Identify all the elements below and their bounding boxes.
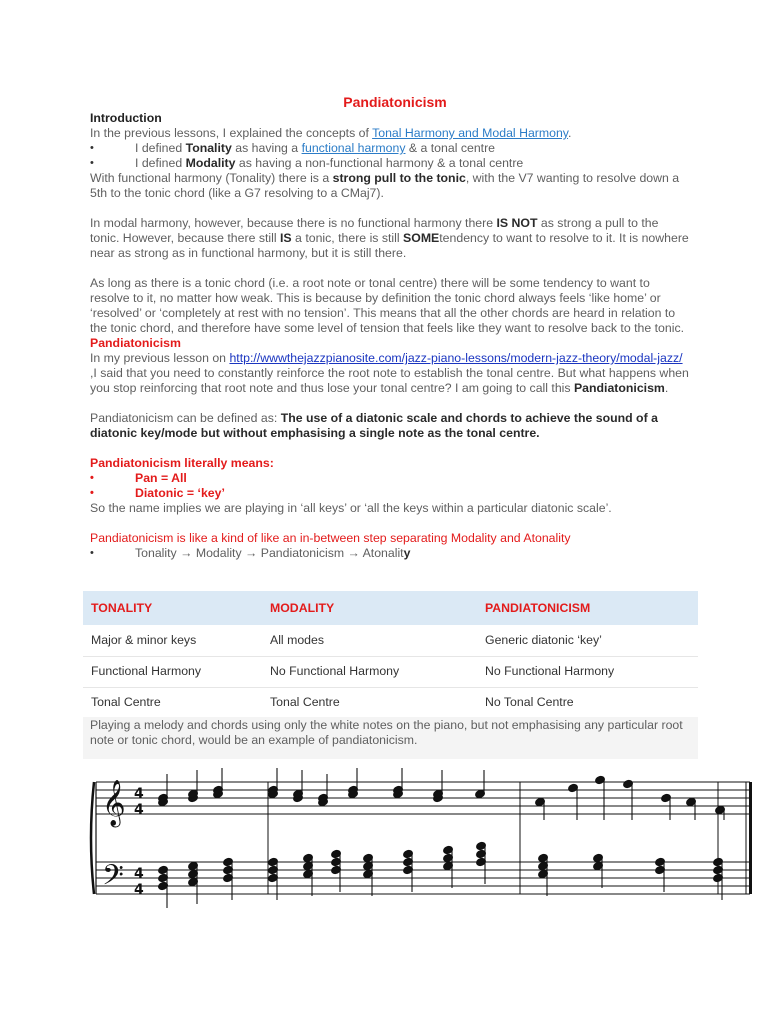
table-header: PANDIATONICISM xyxy=(477,591,698,625)
table-cell: No Tonal Centre xyxy=(477,687,698,718)
progression-bullet: • Tonality → Modality → Pandiatonicism → Atonality xyxy=(90,546,690,561)
literal-meaning-heading: Pandiatonicism literally means: xyxy=(90,456,274,470)
article xyxy=(90,94,690,561)
tonal-modal-harmony-link[interactable]: Tonal Harmony and Modal Harmony xyxy=(372,126,569,140)
modal-jazz-lesson-link[interactable]: http://wwwthejazzpianosite.com/jazz-piano-lessons/modern-jazz-theory/modal-jazz/ xyxy=(229,351,683,365)
time-signature-bottom: 4 xyxy=(134,882,144,898)
table-cell: No Functional Harmony xyxy=(477,656,698,687)
intro-heading: Introduction xyxy=(90,111,162,125)
table-cell: All modes xyxy=(262,625,477,656)
table-row xyxy=(83,625,698,656)
page-title: Pandiatonicism xyxy=(343,94,447,110)
pandiatonicism-paragraph-1: In my previous lesson on http://wwwthejazzpianosite.com/jazz-piano-lessons/modern-jazz-theory/modal-jazz/ ,I said that you need to constantly reinforce the root note to establish the tonal centre. But what happens when you stop reinforcing that root note and thus lose your tonal centre? I am going to call this Pandiatonicism. xyxy=(90,351,689,395)
in-between-paragraph: Pandiatonicism is like a kind of like an in-between step separating Modality and Atonality xyxy=(90,531,571,545)
grand-staff-brace xyxy=(91,782,94,894)
time-signature-bottom: 4 xyxy=(134,802,144,818)
table-cell: Major & minor keys xyxy=(83,625,262,656)
table-cell: Tonal Centre xyxy=(83,687,262,718)
table-cell: Functional Harmony xyxy=(83,656,262,687)
pandiatonicism-heading: Pandiatonicism xyxy=(90,336,181,350)
intro-paragraph-1: In the previous lessons, I explained the concepts of Tonal Harmony and Modal Harmony. xyxy=(90,126,572,140)
table-header-row xyxy=(83,591,698,625)
table-row xyxy=(83,687,698,718)
functional-harmony-link[interactable]: functional harmony xyxy=(301,141,406,155)
intro-bullet-modality: • I defined Modality as having a non-functional harmony & a tonal centre xyxy=(90,156,690,171)
definition-paragraph: Pandiatonicism can be defined as: The use of a diatonic scale and chords to achieve the sound of a diatonic key/mode but without emphasising a single note as the tonal centre. xyxy=(90,411,658,440)
literal-bullet-pan: • Pan = All xyxy=(90,471,690,486)
table-row xyxy=(83,656,698,687)
bass-clef-icon: 𝄢 xyxy=(102,859,124,899)
intro-paragraph-2: With functional harmony (Tonality) there is a strong pull to the tonic, with the V7 wanting to resolve down a 5th to the tonic chord (like a G7 resolving to a CMaj7). xyxy=(90,171,680,200)
time-signature-top: 4 xyxy=(134,786,144,802)
table-header: TONALITY xyxy=(83,591,262,625)
table-header: MODALITY xyxy=(262,591,477,625)
name-implies-paragraph: So the name implies we are playing in ‘all keys’ or ‘all the keys within a particular diatonic scale’. xyxy=(90,501,612,515)
table-cell: Generic diatonic ‘key’ xyxy=(477,625,698,656)
comparison-table xyxy=(83,591,698,719)
time-signature-top: 4 xyxy=(134,866,144,882)
treble-clef-icon: 𝄞 xyxy=(102,780,126,826)
intro-paragraph-4: As long as there is a tonic chord (i.e. a root note or tonal centre) there will be some tendency to want to resolve to it, no matter how weak. This is because by definition the tonic chord always feels ‘like home’ or ‘resolved’ or ‘completely at rest with no tension’. This means that all the other chords are heard in relation to the tonic chord, and therefore have some level of tension that feels like they want to resolve back to the tonic. xyxy=(90,276,685,335)
notes-group xyxy=(158,768,726,908)
example-paragraph: Playing a melody and chords using only the white notes on the piano, but not emphasising any particular root note or tonic chord, would be an example of pandiatonicism. xyxy=(83,717,698,759)
music-score xyxy=(88,768,760,908)
table-cell: No Functional Harmony xyxy=(262,656,477,687)
table-cell: Tonal Centre xyxy=(262,687,477,718)
intro-paragraph-3: In modal harmony, however, because there is no functional harmony there IS NOT as strong a pull to the tonic. However, because there still IS a tonic, there is still SOMEtendency to want to resolve to it. It is nowhere near as strong as in functional harmony, but it is still there. xyxy=(90,216,689,260)
intro-bullet-tonality: • I defined Tonality as having a functional harmony & a tonal centre xyxy=(90,141,690,156)
literal-bullet-diatonic: • Diatonic = ‘key’ xyxy=(90,486,690,501)
final-barline-thick xyxy=(749,782,752,894)
